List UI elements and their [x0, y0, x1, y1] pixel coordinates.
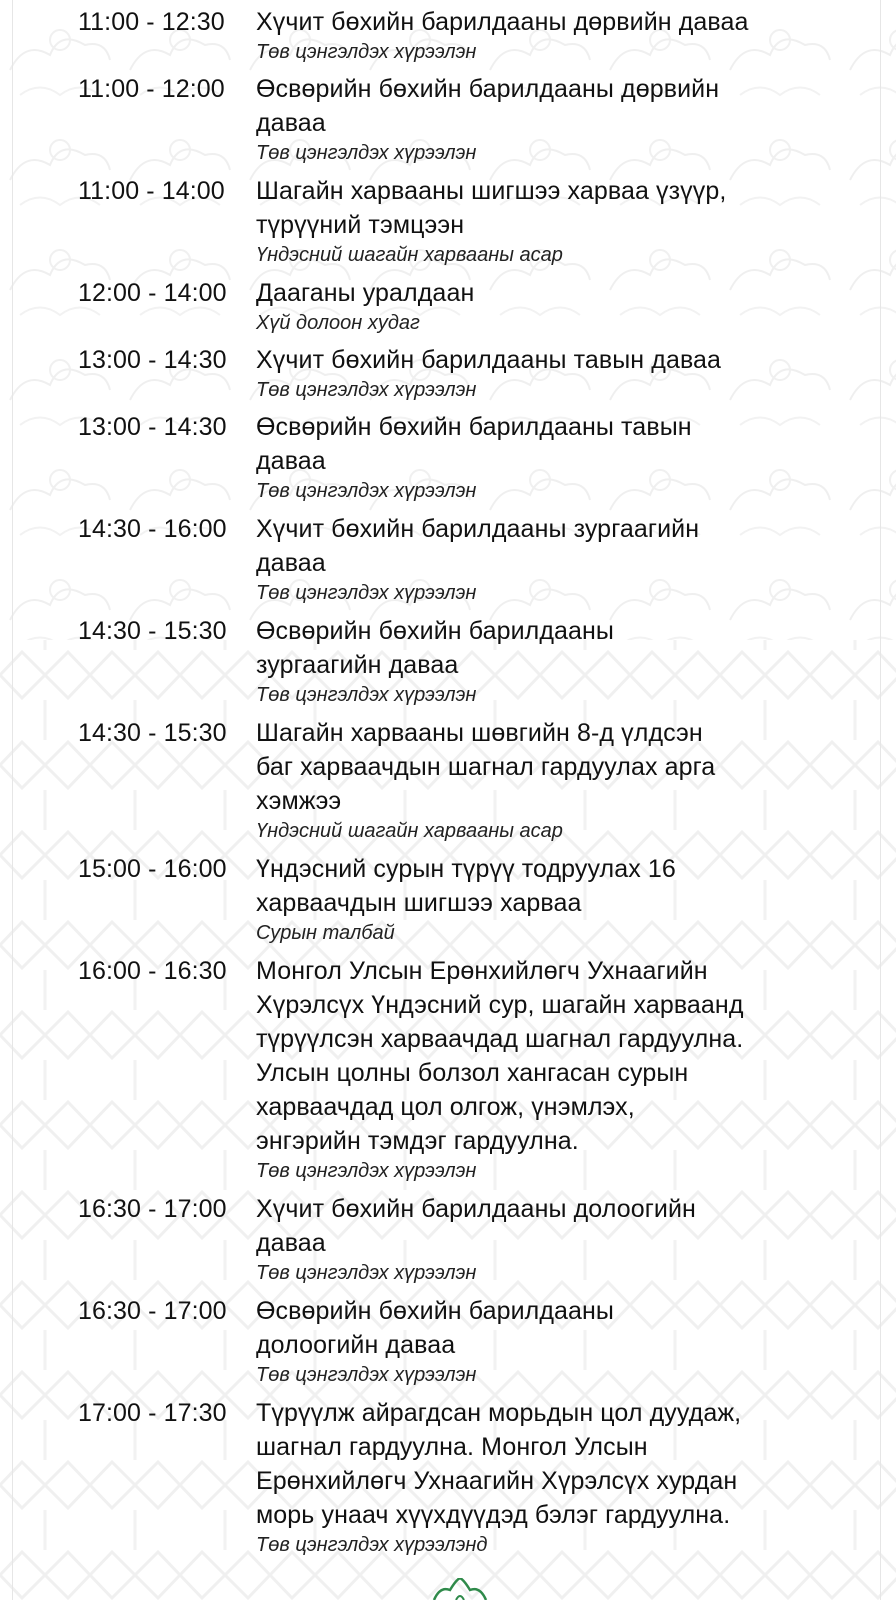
event-venue: Төв цэнгэлдэх хүрээлэн: [256, 379, 477, 401]
event-venue: Төв цэнгэлдэх хүрээлэн: [256, 142, 477, 164]
event-time: 14:30 - 16:00: [78, 515, 227, 543]
event-time: 13:00 - 14:30: [78, 413, 227, 441]
event-venue: Төв цэнгэлдэх хүрээлэн: [256, 1160, 477, 1182]
event-title: Түрүүлж айрагдсан морьдын цол дуудаж, шагнал гардуулна. Монгол Улсын Ерөнхийлөгч Ухнаагийн Хүрэлсүх хурдан морь унаач хүүхдүүдэд бэлэг гардуулна.: [256, 1399, 742, 1529]
event-time: 15:00 - 16:00: [78, 855, 227, 883]
event-time: 13:00 - 14:30: [78, 346, 227, 374]
event-title: Өсвөрийн бөхийн барилдааны долоогийн даваа: [256, 1297, 614, 1359]
event-time: 16:30 - 17:00: [78, 1297, 227, 1325]
event-venue: Төв цэнгэлдэх хүрээлэн: [256, 1364, 477, 1386]
event-venue: Сурын талбай: [256, 922, 395, 944]
event-time: 16:30 - 17:00: [78, 1195, 227, 1223]
event-time: 16:00 - 16:30: [78, 957, 227, 985]
event-venue: Төв цэнгэлдэх хүрээлэн: [256, 41, 477, 63]
event-venue: Төв цэнгэлдэх хүрээлэн: [256, 480, 477, 502]
event-venue: Үндэсний шагайн харвааны асар: [256, 244, 563, 266]
event-time: 14:30 - 15:30: [78, 617, 227, 645]
event-venue: Төв цэнгэлдэх хүрээлэн: [256, 684, 477, 706]
right-margin-line: [880, 0, 881, 1600]
event-title: Хүчит бөхийн барилдааны дөрвийн даваа: [256, 8, 749, 36]
event-title: Монгол Улсын Ерөнхийлөгч Ухнаагийн Хүрэлсүх Үндэсний сур, шагайн харваанд түрүүлсэн харваачдад шагнал гардуулна. Улсын цолны болзол хангасан сурын харваачдад цол олгож, үнэмлэх, энгэрийн тэмдэг гардуулна.: [256, 957, 744, 1155]
event-title: Шагайн харвааны шигшээ харваа үзүүр, түрүүний тэмцээн: [256, 177, 727, 239]
event-time: 17:00 - 17:30: [78, 1399, 227, 1427]
event-venue: Хүй долоон худаг: [256, 312, 420, 334]
event-venue: Үндэсний шагайн харвааны асар: [256, 820, 563, 842]
event-title: Үндэсний сурын түрүү тодруулах 16 харваачдын шигшээ харваа: [256, 855, 676, 917]
event-venue: Төв цэнгэлдэх хүрээлэн: [256, 582, 477, 604]
event-time: 14:30 - 15:30: [78, 719, 227, 747]
event-title: Хүчит бөхийн барилдааны долоогийн даваа: [256, 1195, 696, 1257]
event-title: Хүчит бөхийн барилдааны зургаагийн даваа: [256, 515, 700, 577]
left-margin-line: [12, 0, 13, 1600]
event-venue: Төв цэнгэлдэх хүрээлэнд: [256, 1534, 488, 1556]
event-title: Дааганы уралдаан: [256, 279, 475, 307]
event-time: 12:00 - 14:00: [78, 279, 227, 307]
event-venue: Төв цэнгэлдэх хүрээлэн: [256, 1262, 477, 1284]
event-title: Өсвөрийн бөхийн барилдааны дөрвийн даваа: [256, 75, 720, 137]
event-title: Өсвөрийн бөхийн барилдааны зургаагийн даваа: [256, 617, 614, 679]
emblem-icon: [430, 1578, 490, 1600]
event-title: Өсвөрийн бөхийн барилдааны тавын даваа: [256, 413, 692, 475]
event-title: Хүчит бөхийн барилдааны тавын даваа: [256, 346, 722, 374]
event-time: 11:00 - 12:30: [78, 8, 225, 36]
event-time: 11:00 - 14:00: [78, 177, 225, 205]
event-title: Шагайн харвааны шөвгийн 8-д үлдсэн баг харваачдын шагнал гардуулах арга хэмжээ: [256, 719, 716, 815]
event-time: 11:00 - 12:00: [78, 75, 225, 103]
